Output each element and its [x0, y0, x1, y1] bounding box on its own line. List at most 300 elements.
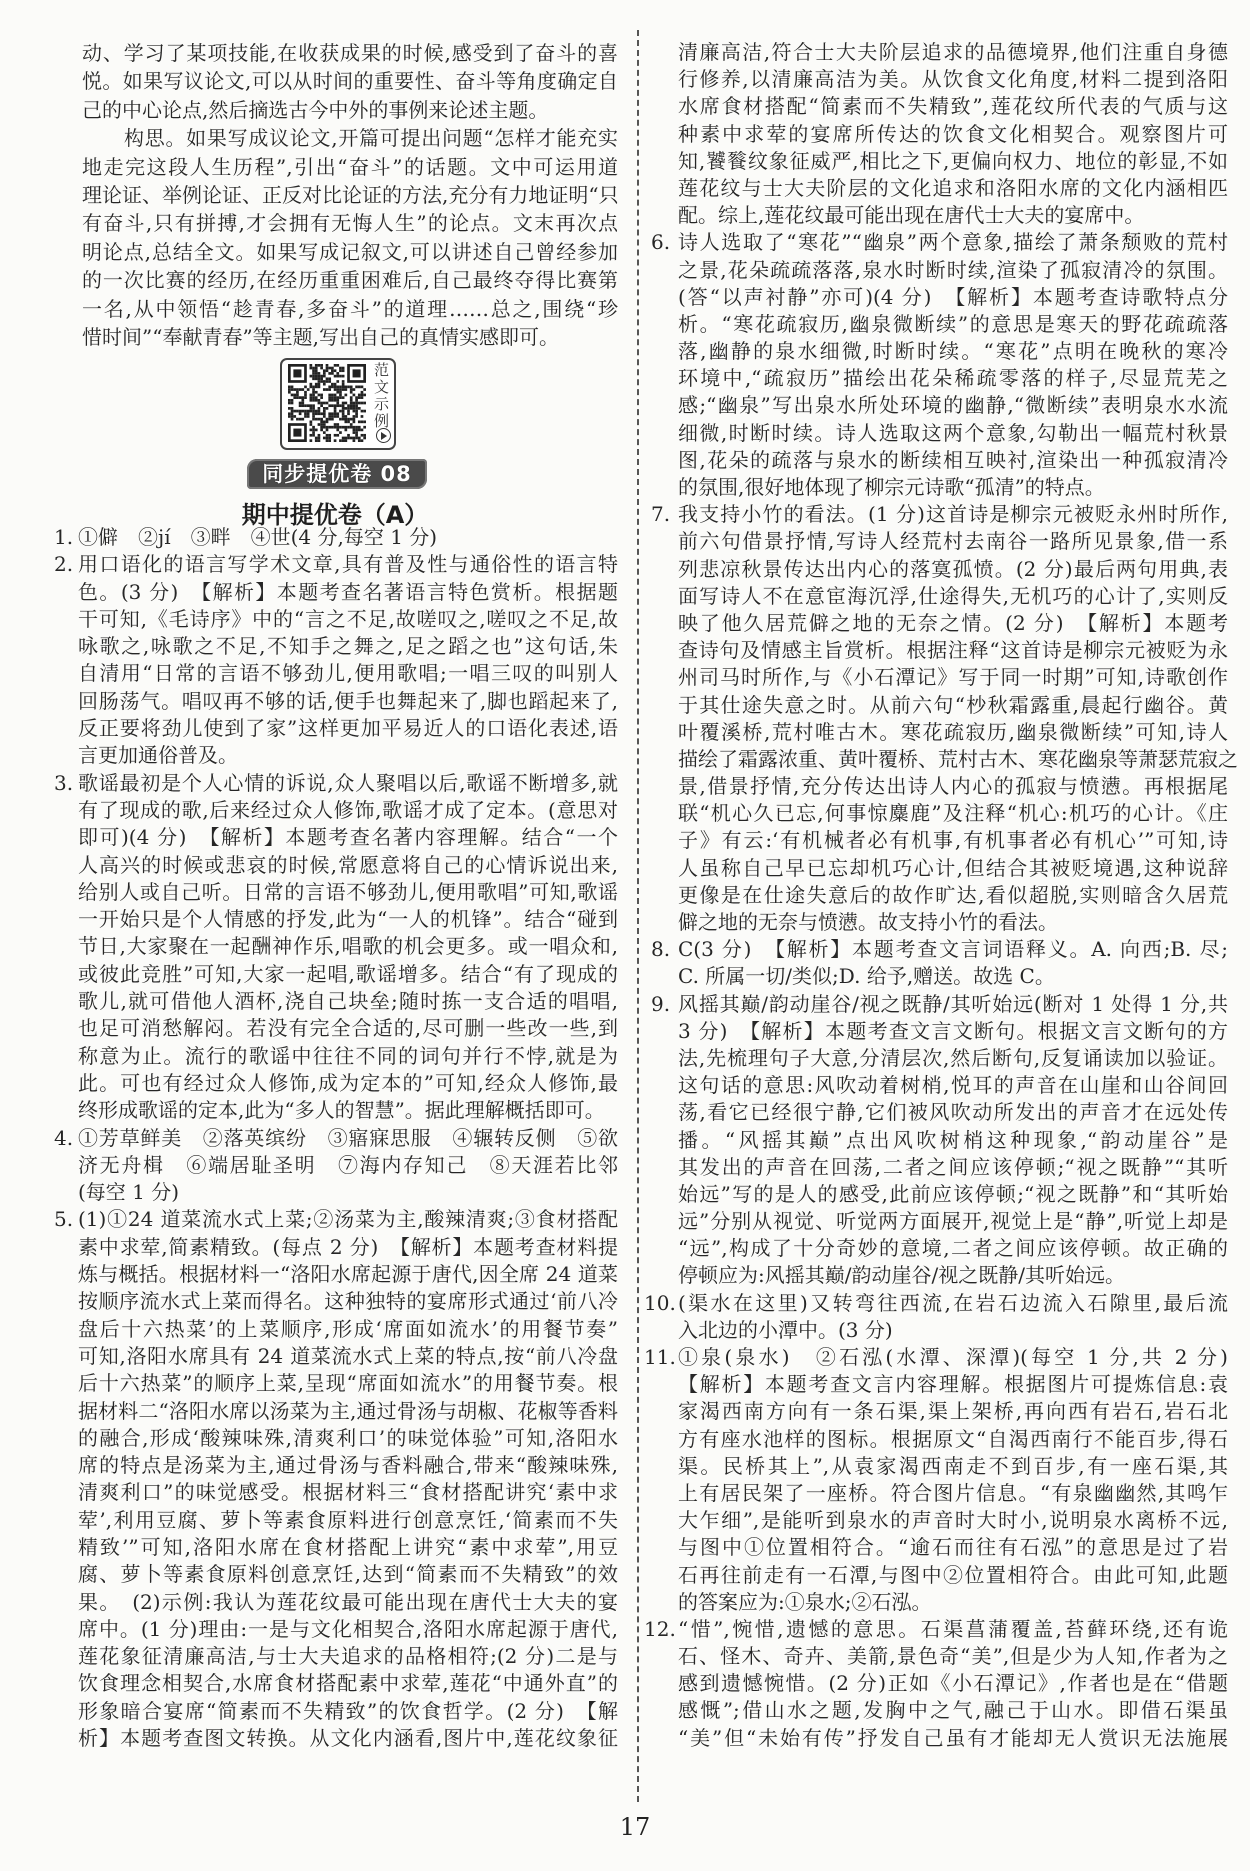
qr-module [361, 391, 364, 394]
qr-module [342, 426, 345, 429]
answer-line [678, 800, 1228, 827]
qr-module [318, 377, 321, 380]
qr-module [334, 369, 337, 372]
qr-module [342, 402, 345, 405]
qr-module [363, 434, 366, 437]
answer-text: 景,借景抒情,充分传达出诗人内心的孤寂与愤懑。再根据尾 [678, 774, 1228, 799]
answer-number: 12. [644, 1616, 676, 1641]
qr-module [334, 423, 337, 426]
qr-module [315, 399, 318, 402]
answer-line [78, 633, 618, 660]
answer-line [78, 1643, 618, 1670]
answer-line [678, 773, 1228, 800]
qr-module [353, 407, 356, 410]
answer-text: “远”,构成了十分奇妙的意境,二者之间应该停顿。故正确的 [678, 1236, 1228, 1261]
qr-module [312, 418, 315, 421]
answer-text: 僻之地的无奈与愤懑。故支持小竹的看法。 [678, 910, 1058, 934]
answer-item [651, 501, 1238, 936]
qr-module [336, 402, 339, 405]
qr-module [291, 418, 294, 421]
qr-module [307, 388, 310, 391]
answer-line [678, 39, 1228, 66]
qr-module [312, 412, 315, 415]
qr-module [331, 404, 334, 407]
qr-module [301, 396, 304, 399]
qr-module [334, 394, 337, 397]
answer-line [678, 1562, 1228, 1589]
qr-module [342, 383, 345, 386]
qr-module [318, 423, 321, 426]
qr-module [339, 426, 342, 429]
answer-text: 前六句借景抒情,写诗人经荒村去南谷一路所见景象,借一系 [678, 529, 1228, 554]
answer-number: 5. [54, 1207, 74, 1232]
qr-module [293, 396, 296, 399]
answer-line [78, 1589, 618, 1616]
qr-module [288, 412, 291, 415]
answer-text: 言更加通俗普及。 [78, 743, 238, 768]
answer-text: C. 所属一切/类似;D. 给予,赠送。故选 C。 [678, 964, 1055, 989]
answer-text: 席的特点是汤菜为主,通过骨汤与香料融合,带来“酸辣味殊, [78, 1453, 618, 1478]
answer-line [78, 688, 618, 715]
answer-line [78, 1097, 618, 1124]
qr-module [342, 367, 345, 370]
qr-module [318, 386, 321, 389]
qr-module [312, 399, 315, 402]
qr-module [328, 386, 331, 389]
qr-module [353, 418, 356, 421]
qr-module [361, 439, 364, 442]
qr-module [350, 396, 353, 399]
qr-module [358, 439, 361, 442]
answer-line [678, 855, 1228, 882]
qr-module [296, 388, 299, 391]
answer-line [78, 933, 618, 960]
answer-line [678, 1534, 1228, 1561]
qr-module [355, 412, 358, 415]
qr-module [347, 386, 350, 389]
paragraph-line: 理论证、举例论证、正反对比论证的方法,充分有力地证明“只 [82, 182, 619, 207]
answer-text: 后十六热菜”的顺序上菜,呈现“席面如流水”的用餐节奏。根 [78, 1371, 618, 1396]
answer-line [678, 257, 1228, 284]
qr-module [315, 375, 318, 378]
qr-module [328, 415, 331, 418]
qr-module [304, 415, 307, 418]
qr-module [323, 407, 326, 410]
qr-module [344, 407, 347, 410]
answer-text: 腐、萝卜等素食原料创意烹饪,达到“简素而不失精致”的效 [78, 1562, 618, 1587]
qr-module [344, 426, 347, 429]
answer-line [678, 1018, 1228, 1045]
qr-module [320, 423, 323, 426]
answer-text: ①芳草鲜美 ②落英缤纷 ③寤寐思服 ④辗转反侧 ⑤欲 [78, 1125, 618, 1150]
qr-module [339, 431, 342, 434]
qr-module [320, 377, 323, 380]
qr-module [355, 429, 358, 432]
answer-line [78, 988, 618, 1015]
answer-text: 查诗句及情感主旨赏析。根据注释“这首诗是柳宗元被贬为永 [678, 638, 1228, 663]
section-banner: 同步提优卷 08 [247, 459, 427, 489]
qr-module [353, 431, 356, 434]
answer-line [678, 1426, 1228, 1453]
answer-line [78, 715, 618, 742]
qr-module [358, 429, 361, 432]
qr-module [334, 399, 337, 402]
qr-module [353, 402, 356, 405]
answer-item [54, 770, 618, 1125]
qr-module [361, 402, 364, 405]
answer-text: ①泉(泉水) ②石泓(水潭、深潭)(每空 1 分,共 2 分) [678, 1345, 1228, 1369]
qr-module [334, 434, 337, 437]
answer-line [54, 551, 618, 578]
qr-module [301, 388, 304, 391]
answer-line [644, 1616, 1228, 1643]
qr-module [315, 364, 318, 367]
paragraph-line: 有奋斗,只有拼搏,才会拥有无悔人生”的论点。文末再次点 [82, 211, 618, 236]
answer-text: 的融合,形成‘酸辣味殊,清爽利口’的味觉体验”可知,洛阳水 [78, 1425, 618, 1450]
qr-module [288, 386, 291, 389]
answer-line [78, 1561, 618, 1588]
qr-module [350, 402, 353, 405]
qr-module [355, 402, 358, 405]
qr-module [304, 391, 307, 394]
answer-line [678, 746, 1238, 773]
answer-text: 叶覆溪桥,荒村唯古木。寒花疏寂历,幽泉微断续”可知,诗人 [678, 719, 1228, 744]
qr-module [301, 399, 304, 402]
answer-line [678, 1154, 1228, 1181]
answer-text: (答“以声衬静”亦可)(4 分) 【解析】本题考查诗歌特点分 [678, 284, 1228, 309]
qr-module [318, 439, 321, 442]
qr-module [323, 426, 326, 429]
qr-module [326, 369, 329, 372]
answer-text: (渠水在这里)又转弯往西流,在岩石边流入石隙里,最后流 [678, 1290, 1228, 1315]
answer-line [78, 879, 618, 906]
qr-module [339, 404, 342, 407]
qr-module [361, 415, 364, 418]
qr-module [344, 388, 347, 391]
answer-line [678, 1127, 1228, 1154]
qr-module [310, 404, 313, 407]
qr-module [320, 394, 323, 397]
qr-module [323, 410, 326, 413]
qr-module [312, 434, 315, 437]
answer-line [54, 1206, 618, 1233]
answer-text: 给别人或自己听。日常的言语不够劲儿,便用歌唱”可知,歌谣 [78, 879, 618, 904]
answer-text: 济无舟楫 ⑥端居耻圣明 ⑦海内存知己 ⑧天涯若比邻 [78, 1152, 618, 1177]
answer-text: 知,饕餮纹象征威严,相比之下,更偏向权力、地位的彰显,不如 [678, 148, 1228, 173]
qr-module [331, 367, 334, 370]
qr-module [312, 426, 315, 429]
answer-text: 色。(3 分) 【解析】本题考查名著语言特色赏析。根据题 [78, 579, 618, 604]
answer-text: 落,幽静的泉水细微,时断时续。“寒花”点明在晚秋的寒冷 [678, 339, 1228, 364]
qr-module [315, 418, 318, 421]
qr-module [339, 394, 342, 397]
qr-module [318, 380, 321, 383]
column-divider [637, 30, 639, 1802]
answer-line [78, 1616, 618, 1643]
answer-text: 按顺序流水式上菜而得名。这种独特的宴席形式通过‘前八冷 [78, 1289, 618, 1314]
qr-module [291, 402, 294, 405]
answer-text: 称意为止。流行的歌谣中往往不同的词句并行不悖,就是为 [78, 1043, 618, 1068]
qr-module [288, 407, 291, 410]
qr-module [320, 375, 323, 378]
paragraph-line: 明论点,总结全文。如果写成记叙文,可以讲述自己曾经参加 [82, 239, 618, 264]
qr-module [312, 367, 315, 370]
answer-text: 上有居民架了一座桥。符合图片信息。“有泉幽幽然,其鸣乍 [678, 1480, 1228, 1505]
qr-module [315, 391, 318, 394]
answer-text: 自清用“日常的言语不够劲儿,便用歌唱;一唱三叹的叫别人 [78, 661, 618, 686]
answer-line [678, 1589, 1228, 1616]
qr-module [301, 418, 304, 421]
qr-module [328, 394, 331, 397]
qr-module [361, 386, 364, 389]
qr-module [318, 375, 321, 378]
answer-line [78, 579, 618, 606]
qr-module [350, 437, 353, 440]
qr-module [361, 420, 364, 423]
answer-line [78, 606, 618, 633]
qr-module [291, 388, 294, 391]
answer-line [78, 1015, 618, 1042]
answer-line [78, 1152, 618, 1179]
qr-module [312, 388, 315, 391]
answer-text: 始远”写的是人的感受,此前应该停顿;“视之既静”和“其听始 [678, 1181, 1228, 1206]
qr-module [323, 380, 326, 383]
qr-module [336, 386, 339, 389]
paragraph-line: 地走完这段人生历程”,引出“奋斗”的话题。文中可运用道 [82, 154, 618, 179]
qr-module [312, 377, 315, 380]
qr-module [299, 402, 302, 405]
qr-module [328, 404, 331, 407]
qr-module [336, 388, 339, 391]
answer-text: 播。“风摇其巅”点出风吹树梢这种现象,“韵动崖谷”是 [678, 1127, 1228, 1152]
qr-module [350, 399, 353, 402]
qr-module [323, 412, 326, 415]
answer-line [651, 991, 1228, 1018]
answer-line [678, 692, 1228, 719]
answer-number: 10. [644, 1290, 676, 1315]
qr-module [358, 396, 361, 399]
answer-text: 清爽利口”的味觉感受。根据材料三“食材搭配讲究‘素中求 [78, 1480, 618, 1505]
qr-module [336, 364, 339, 367]
answer-text: 描绘了霜露浓重、黄叶覆桥、荒村古木、寒花幽泉等萧瑟荒寂之 [678, 746, 1238, 771]
qr-module [326, 420, 329, 423]
qr-module [355, 399, 358, 402]
qr-module [334, 426, 337, 429]
qr-module [307, 415, 310, 418]
answer-item [651, 936, 1228, 990]
answer-text: 家渴西南方向有一条石渠,渠上架桥,再向西有岩石,岩石北 [678, 1399, 1228, 1424]
answer-line [78, 824, 618, 851]
qr-module [326, 402, 329, 405]
qr-module [320, 396, 323, 399]
paragraph-line: 的一次比赛的经历,在经历重重困难后,自己最终夺得比赛第 [82, 268, 618, 293]
qr-module [299, 404, 302, 407]
answer-line [678, 66, 1228, 93]
qr-module [336, 434, 339, 437]
qr-module [344, 429, 347, 432]
qr-module [307, 404, 310, 407]
qr-module [355, 426, 358, 429]
left-intro-text [82, 39, 618, 351]
qr-module [323, 388, 326, 391]
qr-module [334, 404, 337, 407]
qr-module [310, 420, 313, 423]
qr-module [350, 404, 353, 407]
qr-module [347, 437, 350, 440]
qr-module [358, 407, 361, 410]
answer-line [678, 528, 1228, 555]
answer-item [644, 1290, 1228, 1344]
answer-text: 图,花朵的疏落与泉水的断续相互映衬,渲染出一种孤寂清冷 [678, 447, 1228, 472]
qr-module [339, 369, 342, 372]
qr-module [358, 437, 361, 440]
qr-module [358, 402, 361, 405]
left-answers [54, 524, 618, 1752]
qr-module [334, 407, 337, 410]
qr-module [342, 396, 345, 399]
answer-text: 映了他久居荒僻之地的无奈之情。(2 分) 【解析】本题考 [678, 610, 1228, 635]
answer-line [678, 827, 1228, 854]
answer-line [678, 175, 1228, 202]
qr-module [342, 375, 345, 378]
qr-module [344, 402, 347, 405]
answer-item [54, 524, 618, 551]
qr-module [315, 396, 318, 399]
qr-module [344, 394, 347, 397]
answer-number: 1. [54, 525, 74, 549]
answer-line [78, 660, 618, 687]
qr-module [353, 415, 356, 418]
qr-module [342, 388, 345, 391]
qr-module [304, 412, 307, 415]
answer-text: 一开始只是个人情感的抒发,此为“一人的机锋”。结合“碰到 [78, 907, 618, 932]
qr-module [334, 375, 337, 378]
answer-line [678, 1208, 1228, 1235]
qr-module [331, 372, 334, 375]
qr-module [301, 410, 304, 413]
qr-module [358, 426, 361, 429]
paragraph-line: 惜时间”“奉献青春”等主题,写出自己的真情实感即可。 [82, 324, 560, 349]
qr-module [320, 380, 323, 383]
answer-line [78, 1261, 618, 1288]
qr-module [323, 431, 326, 434]
qr-module [350, 391, 353, 394]
qr-module [355, 407, 358, 410]
qr-module [336, 391, 339, 394]
qr-finder [293, 429, 301, 437]
answer-text: 可知,洛阳水席具有 24 道菜流水式上菜的特点,按“前八冷盘 [78, 1343, 618, 1368]
answer-line [678, 1371, 1228, 1398]
qr-module [307, 412, 310, 415]
answer-line [678, 1670, 1228, 1697]
answer-line [78, 961, 618, 988]
answer-text: 远”分别从视觉、听觉两方面展开,视觉上是“静”,听觉上却是 [678, 1209, 1228, 1234]
qr-module [347, 404, 350, 407]
answer-text: 荡,看它已经很宁静,它们被风吹动所发出的声音才在远处传 [678, 1100, 1228, 1125]
answer-text: 据材料二“洛阳水席以汤菜为主,通过骨汤与胡椒、花椒等香料 [78, 1398, 618, 1423]
qr-module [336, 426, 339, 429]
qr-module [339, 386, 342, 389]
qr-module [315, 437, 318, 440]
answer-line [78, 852, 618, 879]
answer-line [78, 1179, 618, 1206]
answer-text: 也足可消愁解闷。若没有完全合适的,尽可删一些改一些,到 [78, 1016, 618, 1041]
answer-number: 3. [54, 770, 74, 795]
answer-text: 干可知,《毛诗序》中的“言之不足,故嗟叹之,嗟叹之不足,故 [78, 606, 618, 631]
answer-line [678, 909, 1228, 936]
qr-module [339, 391, 342, 394]
qr-module [358, 386, 361, 389]
answer-text: 州司马时所作,与《小石潭记》写于同一时期”可知,诗歌创作 [678, 665, 1228, 690]
qr-module [299, 410, 302, 413]
qr-module [344, 439, 347, 442]
answer-text: 人虽称自己早已忘却机巧心计,但结合其被贬境遇,这种说辞 [678, 855, 1228, 880]
qr-module [326, 377, 329, 380]
answer-line [678, 882, 1228, 909]
qr-module [320, 412, 323, 415]
qr-module [347, 410, 350, 413]
answer-line [678, 202, 1228, 229]
answer-text: 其发出的声音在回荡,二者之间应该停顿;“视之既静”“其听 [678, 1154, 1228, 1179]
qr-module [296, 410, 299, 413]
qr-module [318, 410, 321, 413]
qr-module [339, 418, 342, 421]
qr-module [288, 402, 291, 405]
answer-line [54, 1125, 618, 1152]
qr-module [326, 426, 329, 429]
answer-text: C(3 分) 【解析】本题考查文言词语释义。A. 向西;B. 尽; [678, 937, 1228, 962]
answer-text: 人高兴的时候或悲哀的时候,常愿意将自己的心情诉说出来, [78, 852, 618, 877]
qr-module [342, 412, 345, 415]
qr-module [328, 439, 331, 442]
qr-module [318, 372, 321, 375]
answer-line [678, 338, 1228, 365]
qr-module [361, 396, 364, 399]
qr-module [355, 431, 358, 434]
qr-module [307, 410, 310, 413]
qr-module [363, 402, 366, 405]
answer-line [678, 1317, 1228, 1344]
answer-text: 渠。民桥其上”,从袁家渴西南走不到百步,有一座石渠,其 [678, 1453, 1228, 1478]
qr-module [361, 429, 364, 432]
answer-line [78, 1534, 618, 1561]
answer-line [78, 1370, 618, 1397]
qr-module [310, 399, 313, 402]
answer-item [678, 39, 1228, 229]
qr-module [331, 426, 334, 429]
qr-module [334, 396, 337, 399]
qr-module [344, 415, 347, 418]
qr-module [350, 386, 353, 389]
qr-module [291, 386, 294, 389]
answer-text: 感;“幽泉”写出泉水所处环境的幽静,“微断续”表明泉水水流 [678, 393, 1228, 418]
qr-module [312, 391, 315, 394]
answer-line [678, 556, 1228, 583]
qr-module [361, 410, 364, 413]
qr-module [339, 396, 342, 399]
qr-module [361, 394, 364, 397]
qr-module [304, 410, 307, 413]
qr-module [344, 386, 347, 389]
qr-module [328, 372, 331, 375]
qr-module [342, 418, 345, 421]
answer-number: 6. [651, 230, 671, 255]
answer-text: 与图中①位置相符合。“逾石而往有石泓”的意思是过了岩 [678, 1535, 1228, 1560]
qr-module [336, 375, 339, 378]
qr-module [328, 388, 331, 391]
qr-module [353, 388, 356, 391]
qr-module [344, 437, 347, 440]
